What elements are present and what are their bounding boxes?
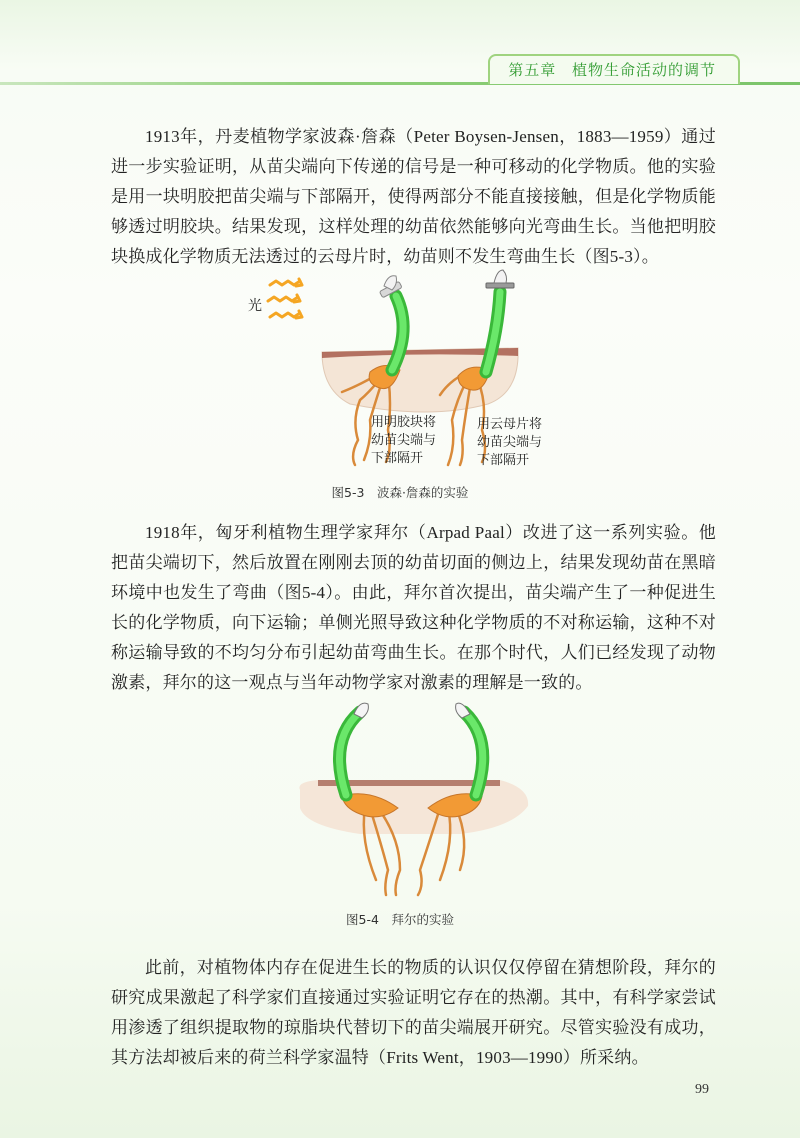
figure-5-3-caption: 图5-3 波森·詹森的实验: [331, 485, 469, 500]
seedling-left-bent: [340, 712, 360, 795]
soil-block-2: [299, 780, 528, 834]
paragraph-paal: 1918年，匈牙利植物生理学家拜尔（Arpad Paal）改进了这一系列实验。他把苗尖端切下，然后放置在刚刚去顶的幼苗切面的侧边上，结果发现幼苗在黑暗环境中也发生了弯曲（图5-4）。由此，拜尔首次提出，苗尖端产生了一种促进生长的化学物质，向下运输；单侧光照导致这种化学物质的不对称运输，这种不对称运输导致的不均匀分布引起幼苗弯曲生长。在那个时代，人们已经发现了动物激素，拜尔的这一观点与当年动物学家对激素的理解是一致的。: [111, 523, 716, 692]
light-arrows-icon: [268, 279, 302, 318]
gelatin-label: 用明胶块将 幼苗尖端与 下部隔开: [371, 415, 437, 466]
mica-sheet: [486, 283, 514, 288]
seedling-right: [486, 292, 500, 372]
tip-right: [456, 703, 470, 718]
chapter-header: [488, 54, 740, 84]
seedling-left: [392, 296, 403, 370]
seedling-right-bent: [464, 712, 483, 795]
chapter-number: 第五章: [508, 61, 557, 79]
tip-left: [354, 703, 368, 718]
soil-block-1: [322, 348, 518, 412]
light-label: 光: [248, 298, 262, 314]
figure-5-4-caption: 图5-4 拜尔的实验: [346, 912, 454, 927]
paragraph-boysen-jensen: 1913年，丹麦植物学家波森·詹森（Peter Boysen-Jensen，1883—1959）通过进一步实验证明，从苗尖端向下传递的信号是一种可移动的化学物质。他的实验是用一块明胶把苗尖端与下部隔开，使得两部分不能直接接触，但是化学物质能够透过明胶块。结果发现，这样处理的幼苗依然能够向光弯曲生长。当他把明胶块换成化学物质无法透过的云母片时，幼苗则不发生弯曲生长（图5-3）。: [111, 127, 716, 266]
mica-label: 用云母片将 幼苗尖端与 下部隔开: [477, 417, 543, 468]
page-number: 99: [695, 1082, 709, 1097]
paragraph-went: 此前，对植物体内存在促进生长的物质的认识仅仅停留在猜想阶段，拜尔的研究成果激起了科学家们直接通过实验证明它存在的热潮。其中，有科学家尝试用渗透了组织提取物的琼脂块代替切下的苗尖端展开研究。尽管实验没有成功，其方法却被后来的荷兰科学家温特（Frits Went，1903—1990）所采纳。: [111, 958, 716, 1067]
chapter-title: 植物生命活动的调节: [571, 61, 716, 79]
gelatin-block: [379, 281, 402, 298]
